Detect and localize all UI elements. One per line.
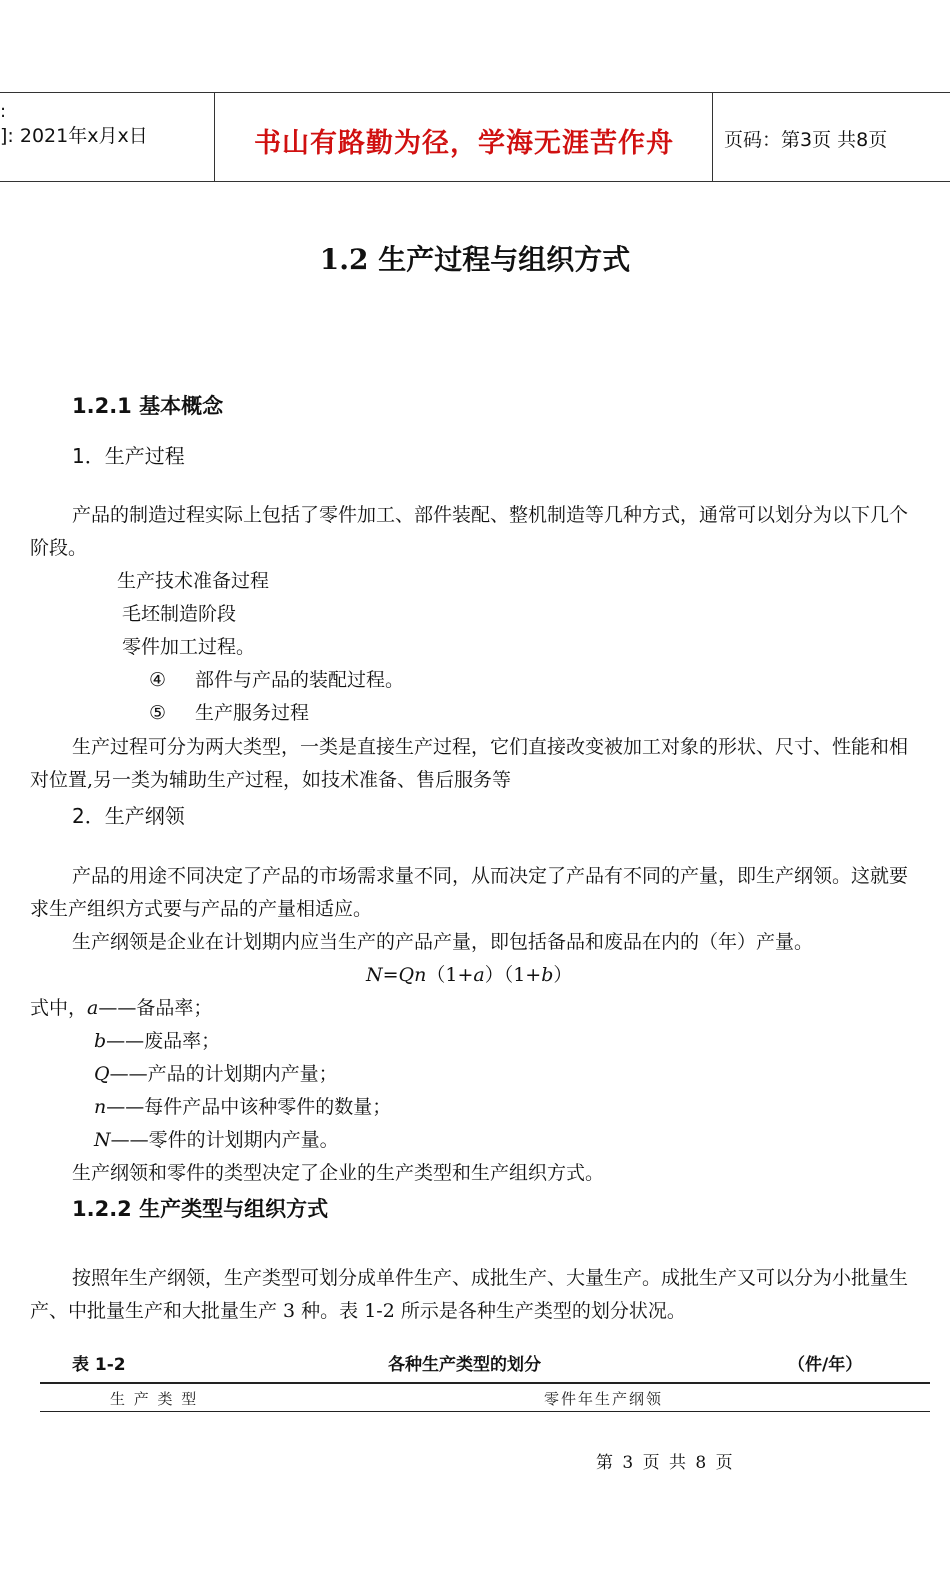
paragraph: 生产纲领是企业在计划期内应当生产的产品产量，即包括备品和废品在内的（年）产量。 [72, 931, 814, 953]
page-title: 1.2 生产过程与组织方式 [319, 243, 631, 276]
section-heading-1-2-1: 1.2.1 基本概念 [72, 394, 224, 418]
table-column-header: 生 产 类 型 [110, 1390, 199, 1408]
table-header-rule [40, 1411, 276, 1412]
list-item: 生产技术准备过程 [117, 570, 270, 592]
list-item: 毛坯制造阶段 [122, 603, 237, 625]
definition-line: b——废品率； [94, 1030, 221, 1052]
definition-line: n——每件产品中该种零件的数量； [94, 1096, 392, 1118]
list-item-number: ⑤ [149, 702, 167, 724]
table-column-header: 零件年生产纲领 [544, 1390, 664, 1408]
header-motto: 书山有路勤为径，学海无涯苦作舟 [254, 128, 674, 159]
table-label: 表 1-2 [72, 1355, 126, 1375]
table-caption: 各种生产类型的划分 [388, 1355, 541, 1375]
definition-line: N——零件的计划期内产量。 [94, 1129, 339, 1151]
list-item-number: ④ [149, 669, 167, 691]
table-header-rule [276, 1411, 930, 1412]
subheading-production-program: 2．生产纲领 [72, 804, 185, 828]
header-divider [712, 93, 713, 181]
definition-line: 式中，a——备品率； [30, 997, 213, 1019]
table-top-rule [40, 1382, 930, 1384]
page-footer: 第 3 页 共 8 页 [596, 1453, 735, 1473]
table-unit: （件/年） [788, 1355, 863, 1375]
subheading-production-process: 1．生产过程 [72, 444, 185, 468]
paragraph: 生产纲领和零件的类型决定了企业的生产类型和生产组织方式。 [72, 1162, 605, 1184]
definition-line: Q——产品的计划期内产量； [94, 1063, 338, 1085]
list-item: 零件加工过程。 [122, 636, 256, 658]
list-item: 部件与产品的装配过程。 [195, 669, 405, 691]
header-page-info: 页码：第3页 共8页 [724, 129, 888, 151]
paragraph: 按照年生产纲领，生产类型可划分成单件生产、成批生产、大量生产。成批生产又可以分为小批量生产、中批量生产和大批量生产 3 种。表 1-2 所示是各种生产类型的划分状况。 [30, 1267, 909, 1322]
list-item: 生产服务过程 [195, 702, 310, 724]
header-date: ]: 2021年x月x日 [0, 125, 148, 147]
page-header [0, 92, 950, 182]
paragraph: 产品的制造过程实际上包括了零件加工、部件装配、整机制造等几种方式，通常可以划分为以下几个阶段。 [30, 504, 909, 559]
header-left-fragment: : [0, 101, 7, 122]
header-divider [214, 93, 215, 181]
paragraph: 产品的用途不同决定了产品的市场需求量不同，从而决定了产品有不同的产量，即生产纲领。这就要求生产组织方式要与产品的产量相适应。 [30, 865, 909, 920]
formula: N=Qn（1+a）（1+b） [366, 964, 573, 986]
paragraph: 生产过程可分为两大类型，一类是直接生产过程，它们直接改变被加工对象的形状、尺寸、性能和相对位置,另一类为辅助生产过程，如技术准备、售后服务等 [30, 736, 909, 791]
section-heading-1-2-2: 1.2.2 生产类型与组织方式 [72, 1197, 329, 1221]
